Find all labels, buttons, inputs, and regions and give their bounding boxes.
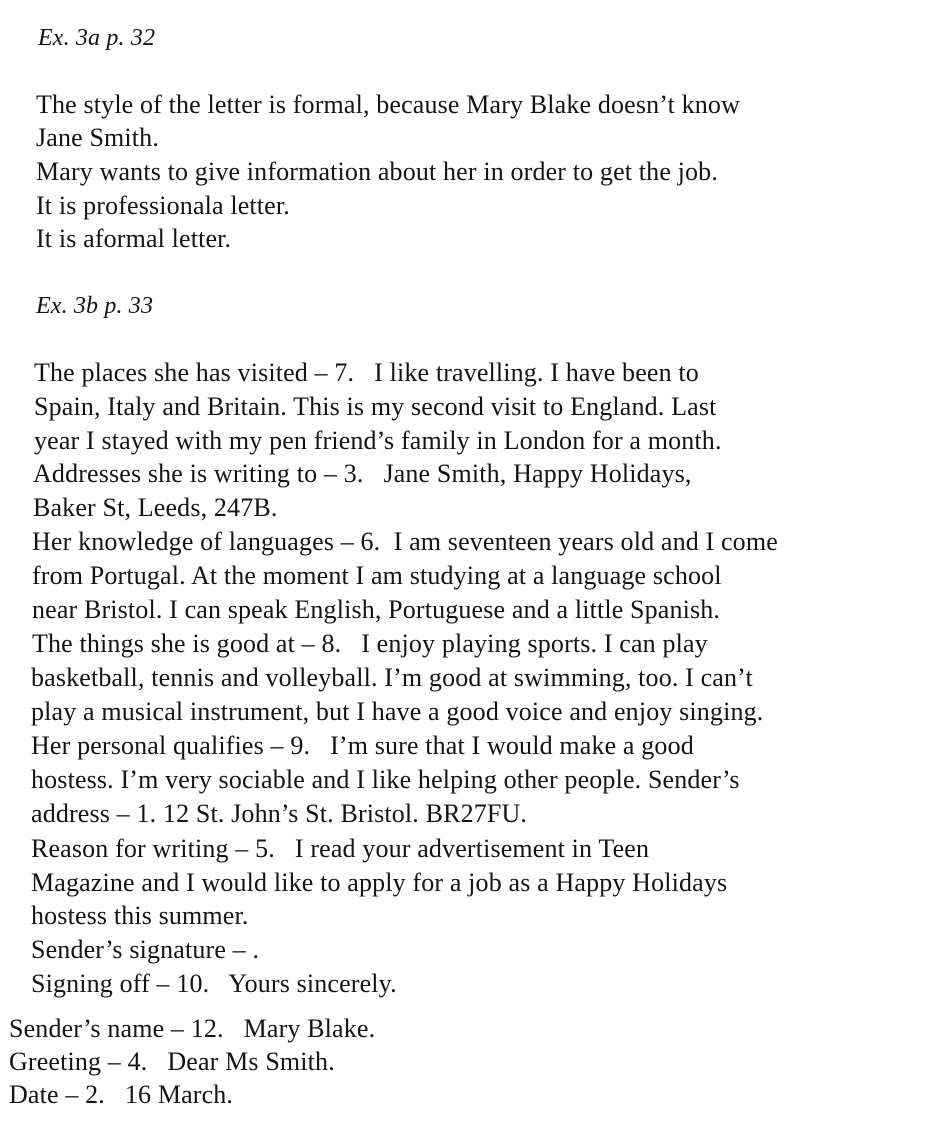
section-b-line-3: year I stayed with my pen friend’s family in London for a month. <box>34 426 722 455</box>
section-a-line-5: It is aformal letter. <box>36 224 232 253</box>
senders-name-line: Sender’s name – 12. Mary Blake. <box>9 1014 376 1043</box>
section-b-line-18: Sender’s signature – . <box>31 935 260 964</box>
section-a-line-1: The style of the letter is formal, because Mary Blake doesn’t know <box>36 90 740 119</box>
section-a-line-2: Jane Smith. <box>36 123 159 152</box>
section-b-line-11: play a musical instrument, but I have a good voice and enjoy singing. <box>31 697 764 726</box>
section-a-line-4: It is professionala letter. <box>36 191 290 220</box>
section-b-line-17: hostess this summer. <box>31 901 249 930</box>
section-b-line-13: hostess. I’m very sociable and I like helping other people. Sender’s <box>31 765 740 794</box>
date-line: Date – 2. 16 March. <box>9 1080 234 1109</box>
section-b-line-9: The things she is good at – 8. I enjoy playing sports. I can play <box>32 629 708 658</box>
section-b-line-10: basketball, tennis and volleyball. I’m good at swimming, too. I can’t <box>31 663 753 692</box>
section-b-line-6: Her knowledge of languages – 6. I am seventeen years old and I come <box>32 527 778 556</box>
section-a-line-3: Mary wants to give information about her in order to get the job. <box>36 157 718 186</box>
section-b-line-8: near Bristol. I can speak English, Portuguese and a little Spanish. <box>32 595 721 624</box>
section-b-line-5: Baker St, Leeds, 247B. <box>33 493 278 522</box>
greeting-line: Greeting – 4. Dear Ms Smith. <box>9 1047 335 1076</box>
section-b-line-7: from Portugal. At the moment I am studying at a language school <box>32 561 722 590</box>
section-b-line-4: Addresses she is writing to – 3. Jane Smith, Happy Holidays, <box>33 459 692 488</box>
section-b-line-19: Signing off – 10. Yours sincerely. <box>31 969 397 998</box>
section-b-line-12: Her personal qualifies – 9. I’m sure that I would make a good <box>31 731 694 760</box>
exercise-3a-heading: Ex. 3a p. 32 <box>38 25 156 51</box>
exercise-3b-heading: Ex. 3b p. 33 <box>36 293 154 319</box>
section-b-line-2: Spain, Italy and Britain. This is my second visit to England. Last <box>34 392 717 421</box>
section-b-line-15: Reason for writing – 5. I read your advertisement in Teen <box>31 834 650 863</box>
section-b-line-1: The places she has visited – 7. I like travelling. I have been to <box>34 358 699 387</box>
section-b-line-14: address – 1. 12 St. John’s St. Bristol. BR27FU. <box>31 799 528 828</box>
section-b-line-16: Magazine and I would like to apply for a job as a Happy Holidays <box>31 868 728 897</box>
